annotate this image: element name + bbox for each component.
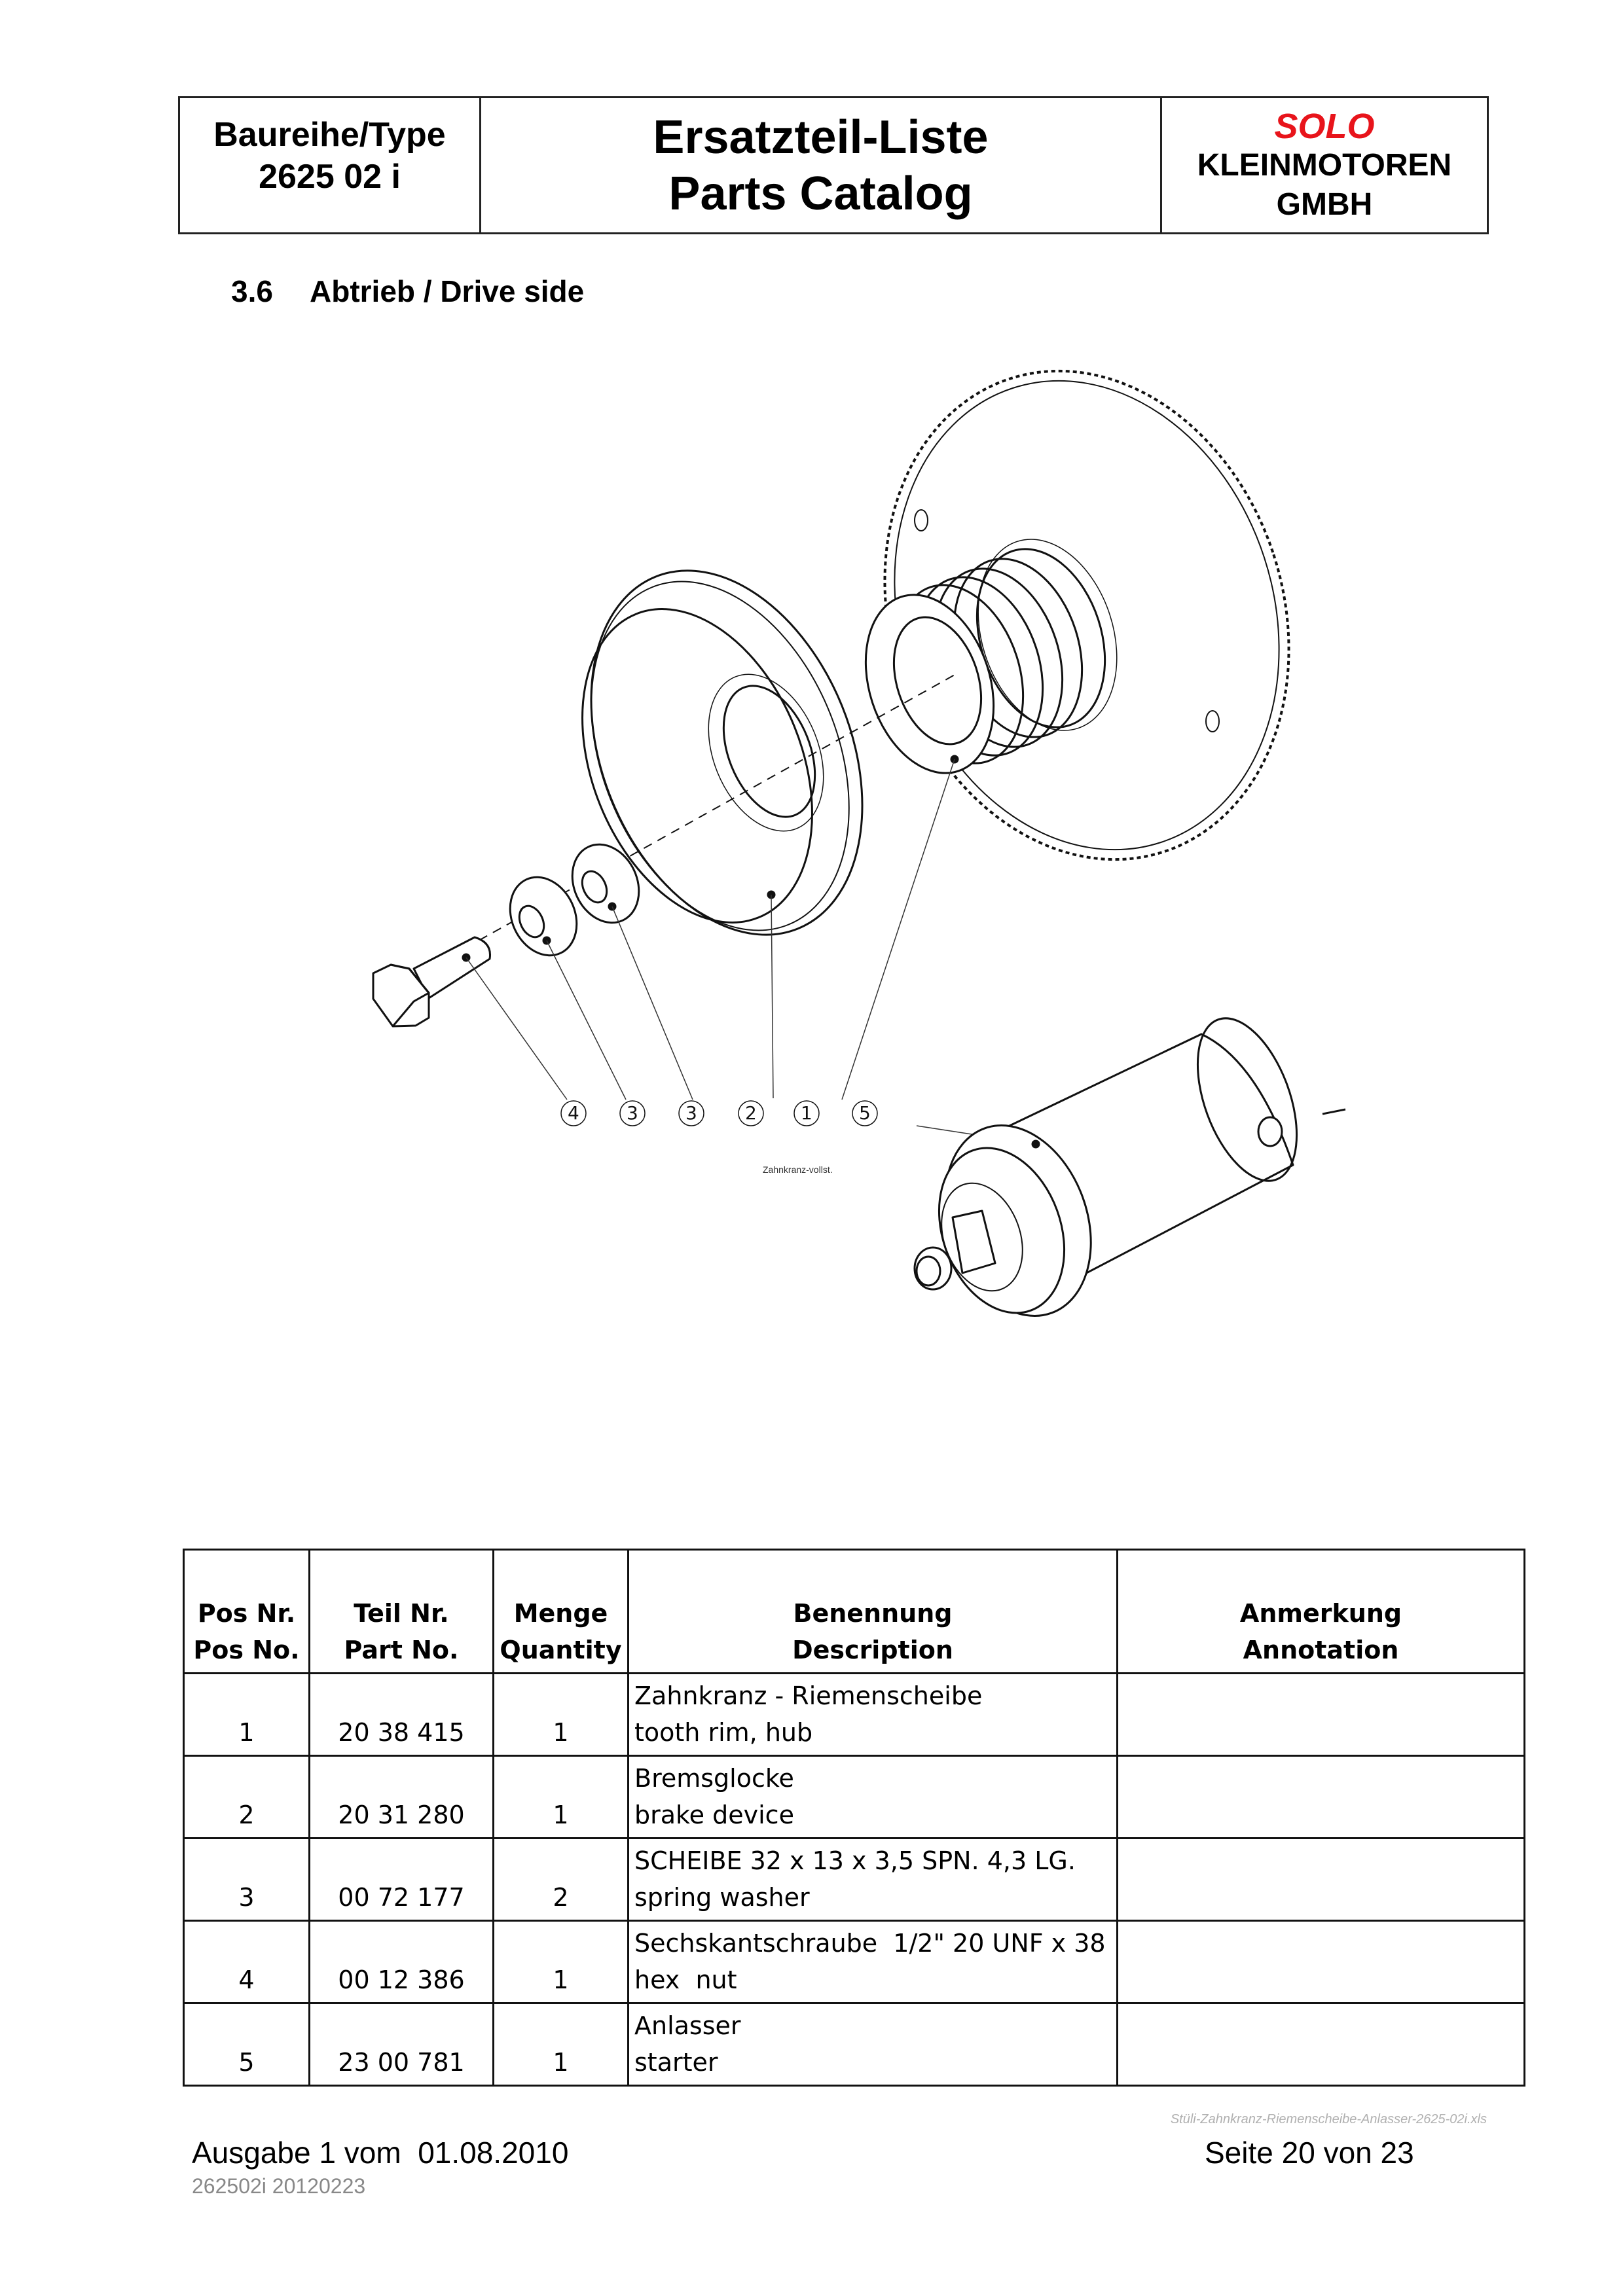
cell-part: 20 31 280 (310, 1756, 494, 1839)
company-name-line2: GMBH (1276, 187, 1373, 222)
series-type-cell (180, 98, 481, 232)
cell-part: 00 12 386 (310, 1921, 494, 2003)
callout-5: 5 (859, 1102, 871, 1124)
section-number: 3.6 (231, 274, 273, 308)
cell-qty: 1 (494, 1674, 629, 1756)
catalog-title-en: Parts Catalog (668, 167, 973, 220)
section-title: Abtrieb / Drive side (310, 274, 585, 308)
cell-annotation (1118, 2003, 1525, 2086)
cell-part: 00 72 177 (310, 1839, 494, 1921)
table-row (184, 2003, 1525, 2086)
cell-description: SCHEIBE 32 x 13 x 3,5 SPN. 4,3 LG. spring washer (629, 1839, 1118, 1921)
header-annotation: Anmerkung Annotation (1118, 1550, 1525, 1674)
header-pos: Pos Nr. Pos No. (184, 1550, 310, 1674)
pulley-hub-icon (844, 521, 1140, 789)
callout-3b: 3 (685, 1102, 697, 1124)
cell-pos: 2 (184, 1756, 310, 1839)
cell-pos: 4 (184, 1921, 310, 2003)
header-part: Teil Nr. Part No. (310, 1550, 494, 1674)
cell-qty: 1 (494, 1756, 629, 1839)
cell-description: Anlasser starter (629, 2003, 1118, 2086)
cell-part: 23 00 781 (310, 2003, 494, 2086)
cell-annotation (1118, 1839, 1525, 1921)
header-description: Benennung Description (629, 1550, 1118, 1674)
section-heading (231, 274, 584, 309)
cell-annotation (1118, 1674, 1525, 1756)
callout-4: 4 (568, 1102, 579, 1124)
cell-pos: 5 (184, 2003, 310, 2086)
cell-description: Zahnkranz - Riemenscheibe tooth rim, hub (629, 1674, 1118, 1756)
parts-table (183, 1549, 1525, 2087)
callout-1: 1 (801, 1102, 812, 1124)
hex-bolt-icon (373, 937, 490, 1026)
cell-annotation (1118, 1756, 1525, 1839)
table-row (184, 1839, 1525, 1921)
callout-3a: 3 (627, 1102, 638, 1124)
cell-qty: 2 (494, 1839, 629, 1921)
title-block (178, 96, 1489, 234)
source-filename: Stüli-Zahnkranz-Riemenscheibe-Anlasser-2625-02i.xls (1170, 2112, 1487, 2126)
company-name-line1: KLEINMOTOREN (1197, 147, 1452, 183)
callout-circles (561, 1101, 877, 1126)
header-qty: Menge Quantity (494, 1550, 629, 1674)
table-row (184, 1756, 1525, 1839)
table-row (184, 1674, 1525, 1756)
cell-qty: 1 (494, 1921, 629, 2003)
table-header-row (184, 1550, 1525, 1674)
series-type-value: 2625 02 i (259, 157, 401, 196)
cell-description: Sechskantschraube 1/2" 20 UNF x 38 hex nut (629, 1921, 1118, 2003)
callout-2: 2 (745, 1102, 757, 1124)
starter-motor-icon (915, 1005, 1345, 1336)
catalog-title-de: Ersatzteil-Liste (653, 111, 989, 164)
brand-logo: SOLO (1274, 106, 1375, 146)
series-type-label: Baureihe/Type (213, 115, 446, 154)
company-cell (1162, 98, 1487, 232)
assembly-label: Zahnkranz-vollst. (763, 1164, 833, 1175)
cell-annotation (1118, 1921, 1525, 2003)
document-code: 262502i 20120223 (192, 2174, 366, 2198)
page-number: Seite 20 von 23 (1205, 2136, 1414, 2170)
table-row (184, 1921, 1525, 2003)
edition-date: Ausgabe 1 vom 01.08.2010 (192, 2136, 569, 2170)
catalog-title-cell (481, 98, 1162, 232)
cell-part: 20 38 415 (310, 1674, 494, 1756)
cell-pos: 1 (184, 1674, 310, 1756)
cell-description: Bremsglocke brake device (629, 1756, 1118, 1839)
exploded-drawing (0, 327, 1623, 1440)
cell-pos: 3 (184, 1839, 310, 1921)
washer-icon (498, 834, 651, 967)
cell-qty: 1 (494, 2003, 629, 2086)
